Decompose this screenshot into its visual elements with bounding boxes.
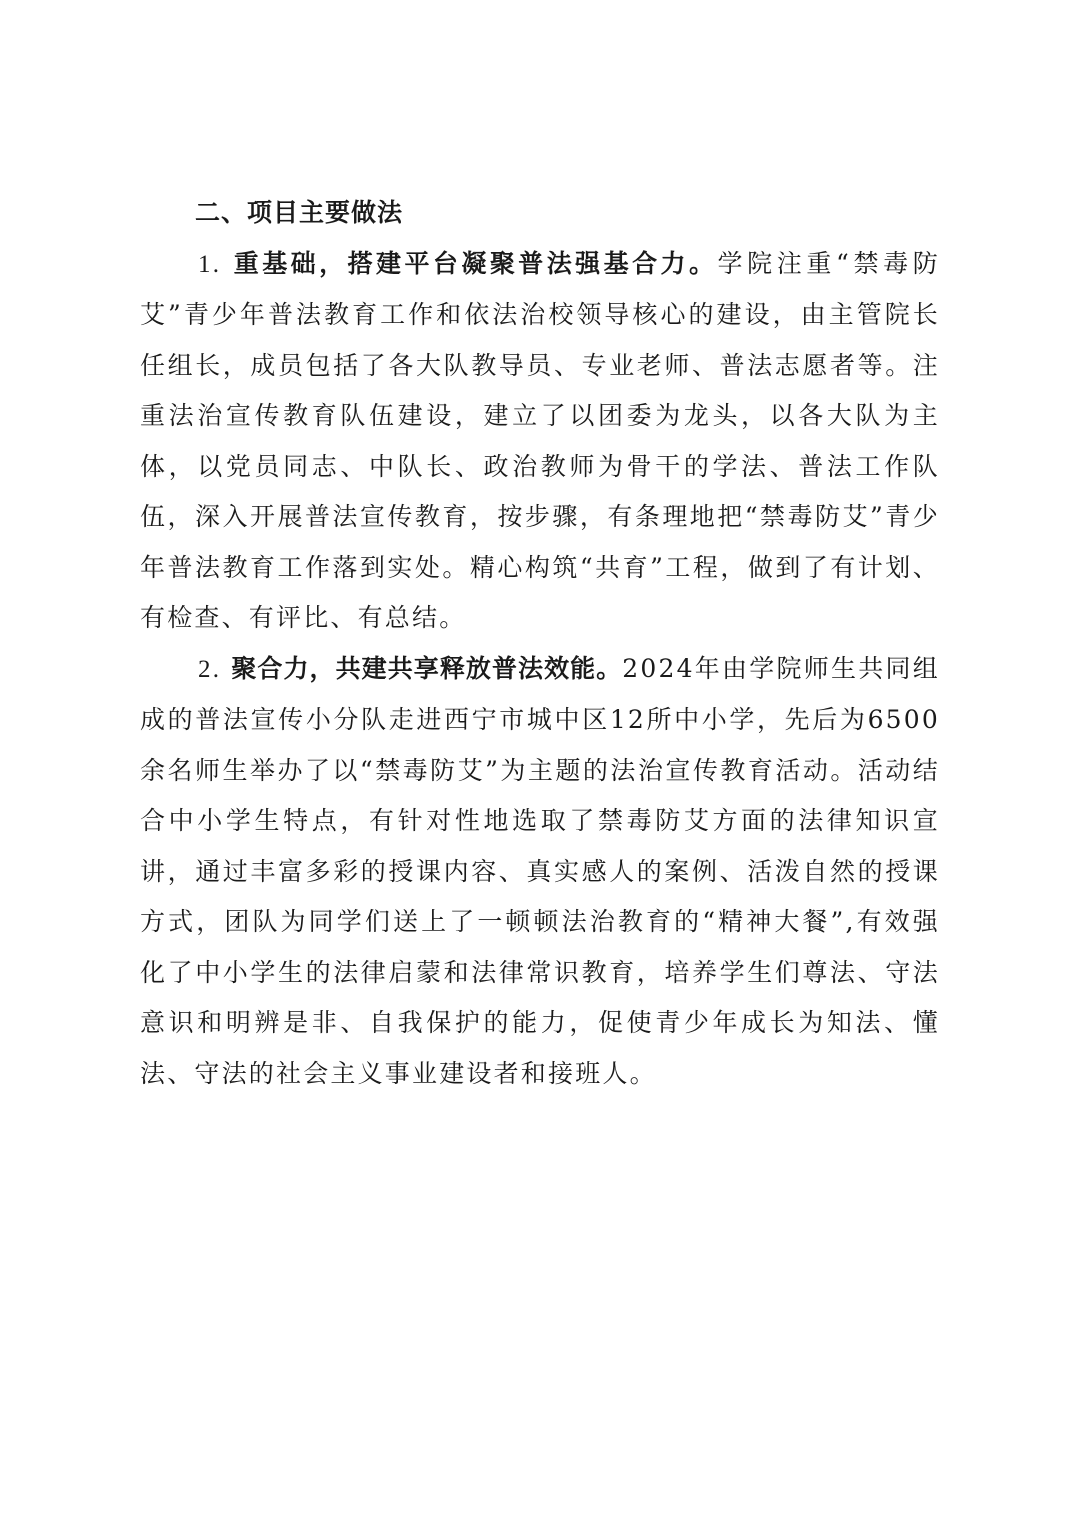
item-number: 1.	[198, 250, 222, 278]
item-body: 2024年由学院师生共同组成的普法宣传小分队走进西宁市城中区12所中小学，先后为6500余名师生举办了以“禁毒防艾”为主题的法治宣传教育活动。活动结合中小学生特点，有针对性地选取了禁毒防艾方面的法律知识宣讲，通过丰富多彩的授课内容、真实感人的案例、活泼自然的授课方式，团队为同学们送上了一顿顿法治教育的“精神大餐”,有效强化了中小学生的法律启蒙和法律常识教育，培养学生们尊法、守法意识和明辨是非、自我保护的能力，促使青少年成长为知法、懂法、守法的社会主义事业建设者和接班人。	[140, 653, 940, 1088]
paragraph-item-1	[140, 239, 940, 644]
item-title: 重基础，搭建平台凝聚普法强基合力。	[233, 248, 718, 278]
paragraph-item-2	[140, 644, 940, 1100]
item-body: 学院注重“禁毒防艾”青少年普法教育工作和依法治校领导核心的建设，由主管院长任组长，成员包括了各大队教导员、专业老师、普法志愿者等。注重法治宣传教育队伍建设，建立了以团委为龙头，以各大队为主体，以党员同志、中队长、政治教师为骨干的学法、普法工作队伍，深入开展普法宣传教育，按步骤，有条理地把“禁毒防艾”青少年普法教育工作落到实处。精心构筑“共育”工程，做到了有计划、有检查、有评比、有总结。	[140, 248, 940, 632]
item-number: 2.	[198, 655, 222, 683]
item-title: 聚合力，共建共享释放普法效能。	[231, 653, 623, 683]
document-body	[140, 188, 940, 1099]
section-heading: 二、项目主要做法	[195, 198, 404, 227]
